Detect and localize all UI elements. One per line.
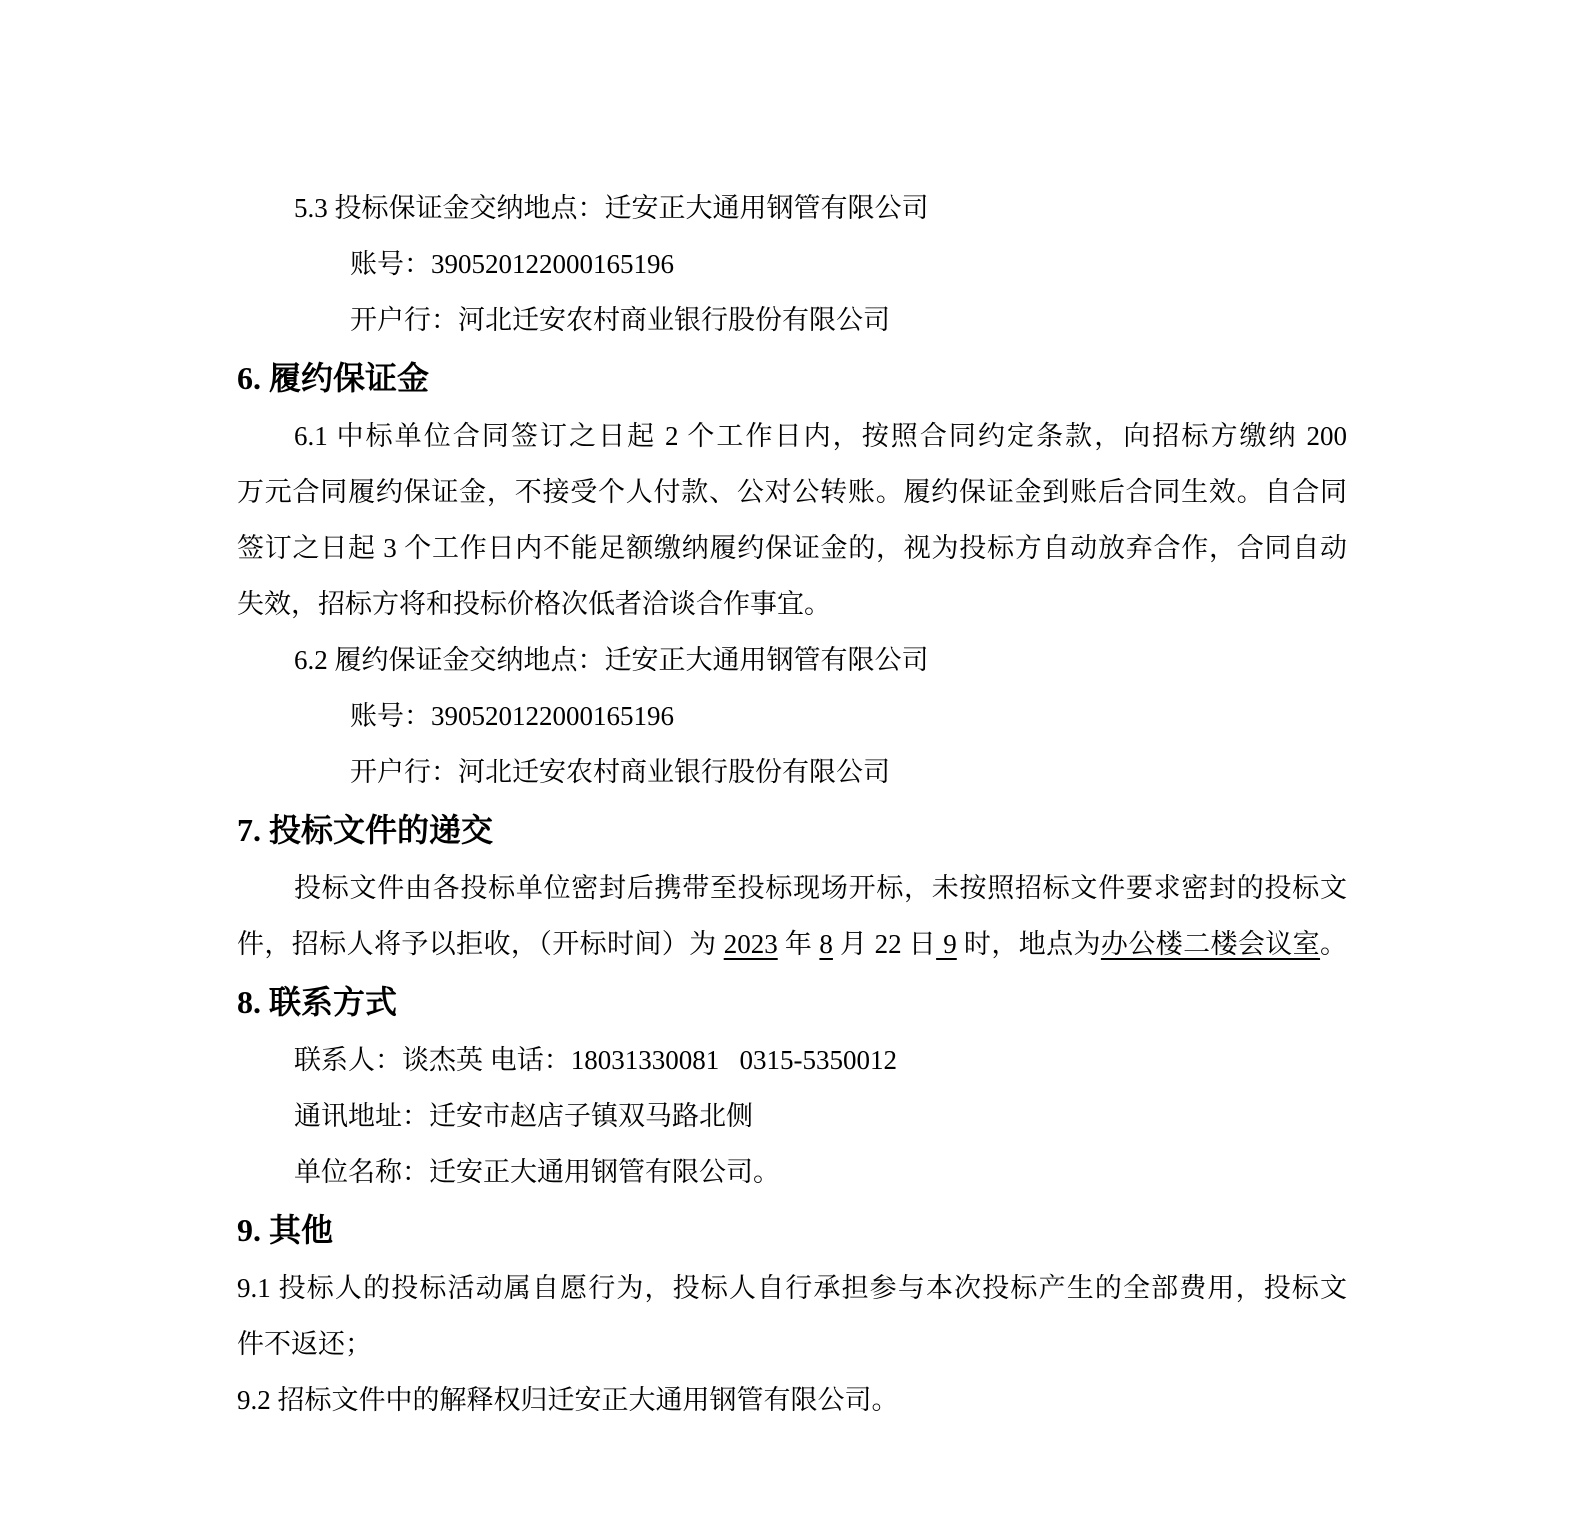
company-name-line: 单位名称：迁安正大通用钢管有限公司。: [294, 1157, 780, 1187]
hour-unit-location-text: 时，地点为: [956, 929, 1101, 959]
opening-location-underlined: 办公楼二楼会议室: [1100, 929, 1321, 959]
submission-text-before-year: 件，招标人将予以拒收，（开标时间）为: [237, 929, 724, 959]
opening-hour-underlined: 9: [936, 929, 957, 959]
submission-paragraph-line-2: [237, 916, 1347, 972]
year-unit-text: 年: [777, 929, 820, 959]
section-6-heading-performance-bond: 6. 履约保证金: [237, 360, 430, 396]
clause-5-3-bid-deposit-location: 5.3 投标保证金交纳地点：迁安正大通用钢管有限公司: [294, 193, 929, 223]
clause-6-1-line-2: 万元合同履约保证金，不接受个人付款、公对公转账。履约保证金到账后合同生效。自合同: [237, 477, 1347, 507]
bid-deposit-account-number: 账号：390520122000165196: [350, 249, 674, 279]
clause-6-1-line-1: 6.1 中标单位合同签订之日起 2 个工作日内，按照合同约定条款，向招标方缴纳 200: [294, 421, 1347, 451]
clause-9-2-line: 9.2 招标文件中的解释权归迁安正大通用钢管有限公司。: [237, 1385, 899, 1415]
contact-person-phone-line: 联系人：谈杰英 电话：18031330081 0315-5350012: [294, 1045, 897, 1075]
opening-month-underlined: 8: [819, 929, 833, 959]
sentence-end-punctuation: 。: [1320, 929, 1348, 959]
clause-6-1-line-3: 签订之日起 3 个工作日内不能足额缴纳履约保证金的，视为投标方自动放弃合作，合同自动: [237, 533, 1347, 563]
bid-deposit-bank-name: 开户行：河北迁安农村商业银行股份有限公司: [350, 305, 890, 335]
document-content: [237, 180, 1347, 1428]
section-7-heading-bid-submission: 7. 投标文件的递交: [237, 812, 494, 848]
submission-paragraph-line-1: 投标文件由各投标单位密封后携带至投标现场开标，未按照招标文件要求密封的投标文: [294, 873, 1347, 903]
month-day-text: 月 22 日: [832, 929, 937, 959]
performance-deposit-account-number: 账号：390520122000165196: [350, 701, 674, 731]
clause-9-1-line-2: 件不返还；: [237, 1329, 372, 1359]
clause-6-2-performance-deposit-location: 6.2 履约保证金交纳地点：迁安正大通用钢管有限公司: [294, 645, 929, 675]
section-9-heading-other: 9. 其他: [237, 1212, 334, 1248]
opening-year-underlined: 2023: [723, 929, 778, 959]
mailing-address-line: 通讯地址：迁安市赵店子镇双马路北侧: [294, 1101, 753, 1131]
clause-9-1-line-1: 9.1 投标人的投标活动属自愿行为，投标人自行承担参与本次投标产生的全部费用，投标文: [237, 1273, 1347, 1303]
clause-6-1-line-4: 失效，招标方将和投标价格次低者洽谈合作事宜。: [237, 589, 831, 619]
performance-deposit-bank-name: 开户行：河北迁安农村商业银行股份有限公司: [350, 757, 890, 787]
section-8-heading-contact-info: 8. 联系方式: [237, 984, 398, 1020]
